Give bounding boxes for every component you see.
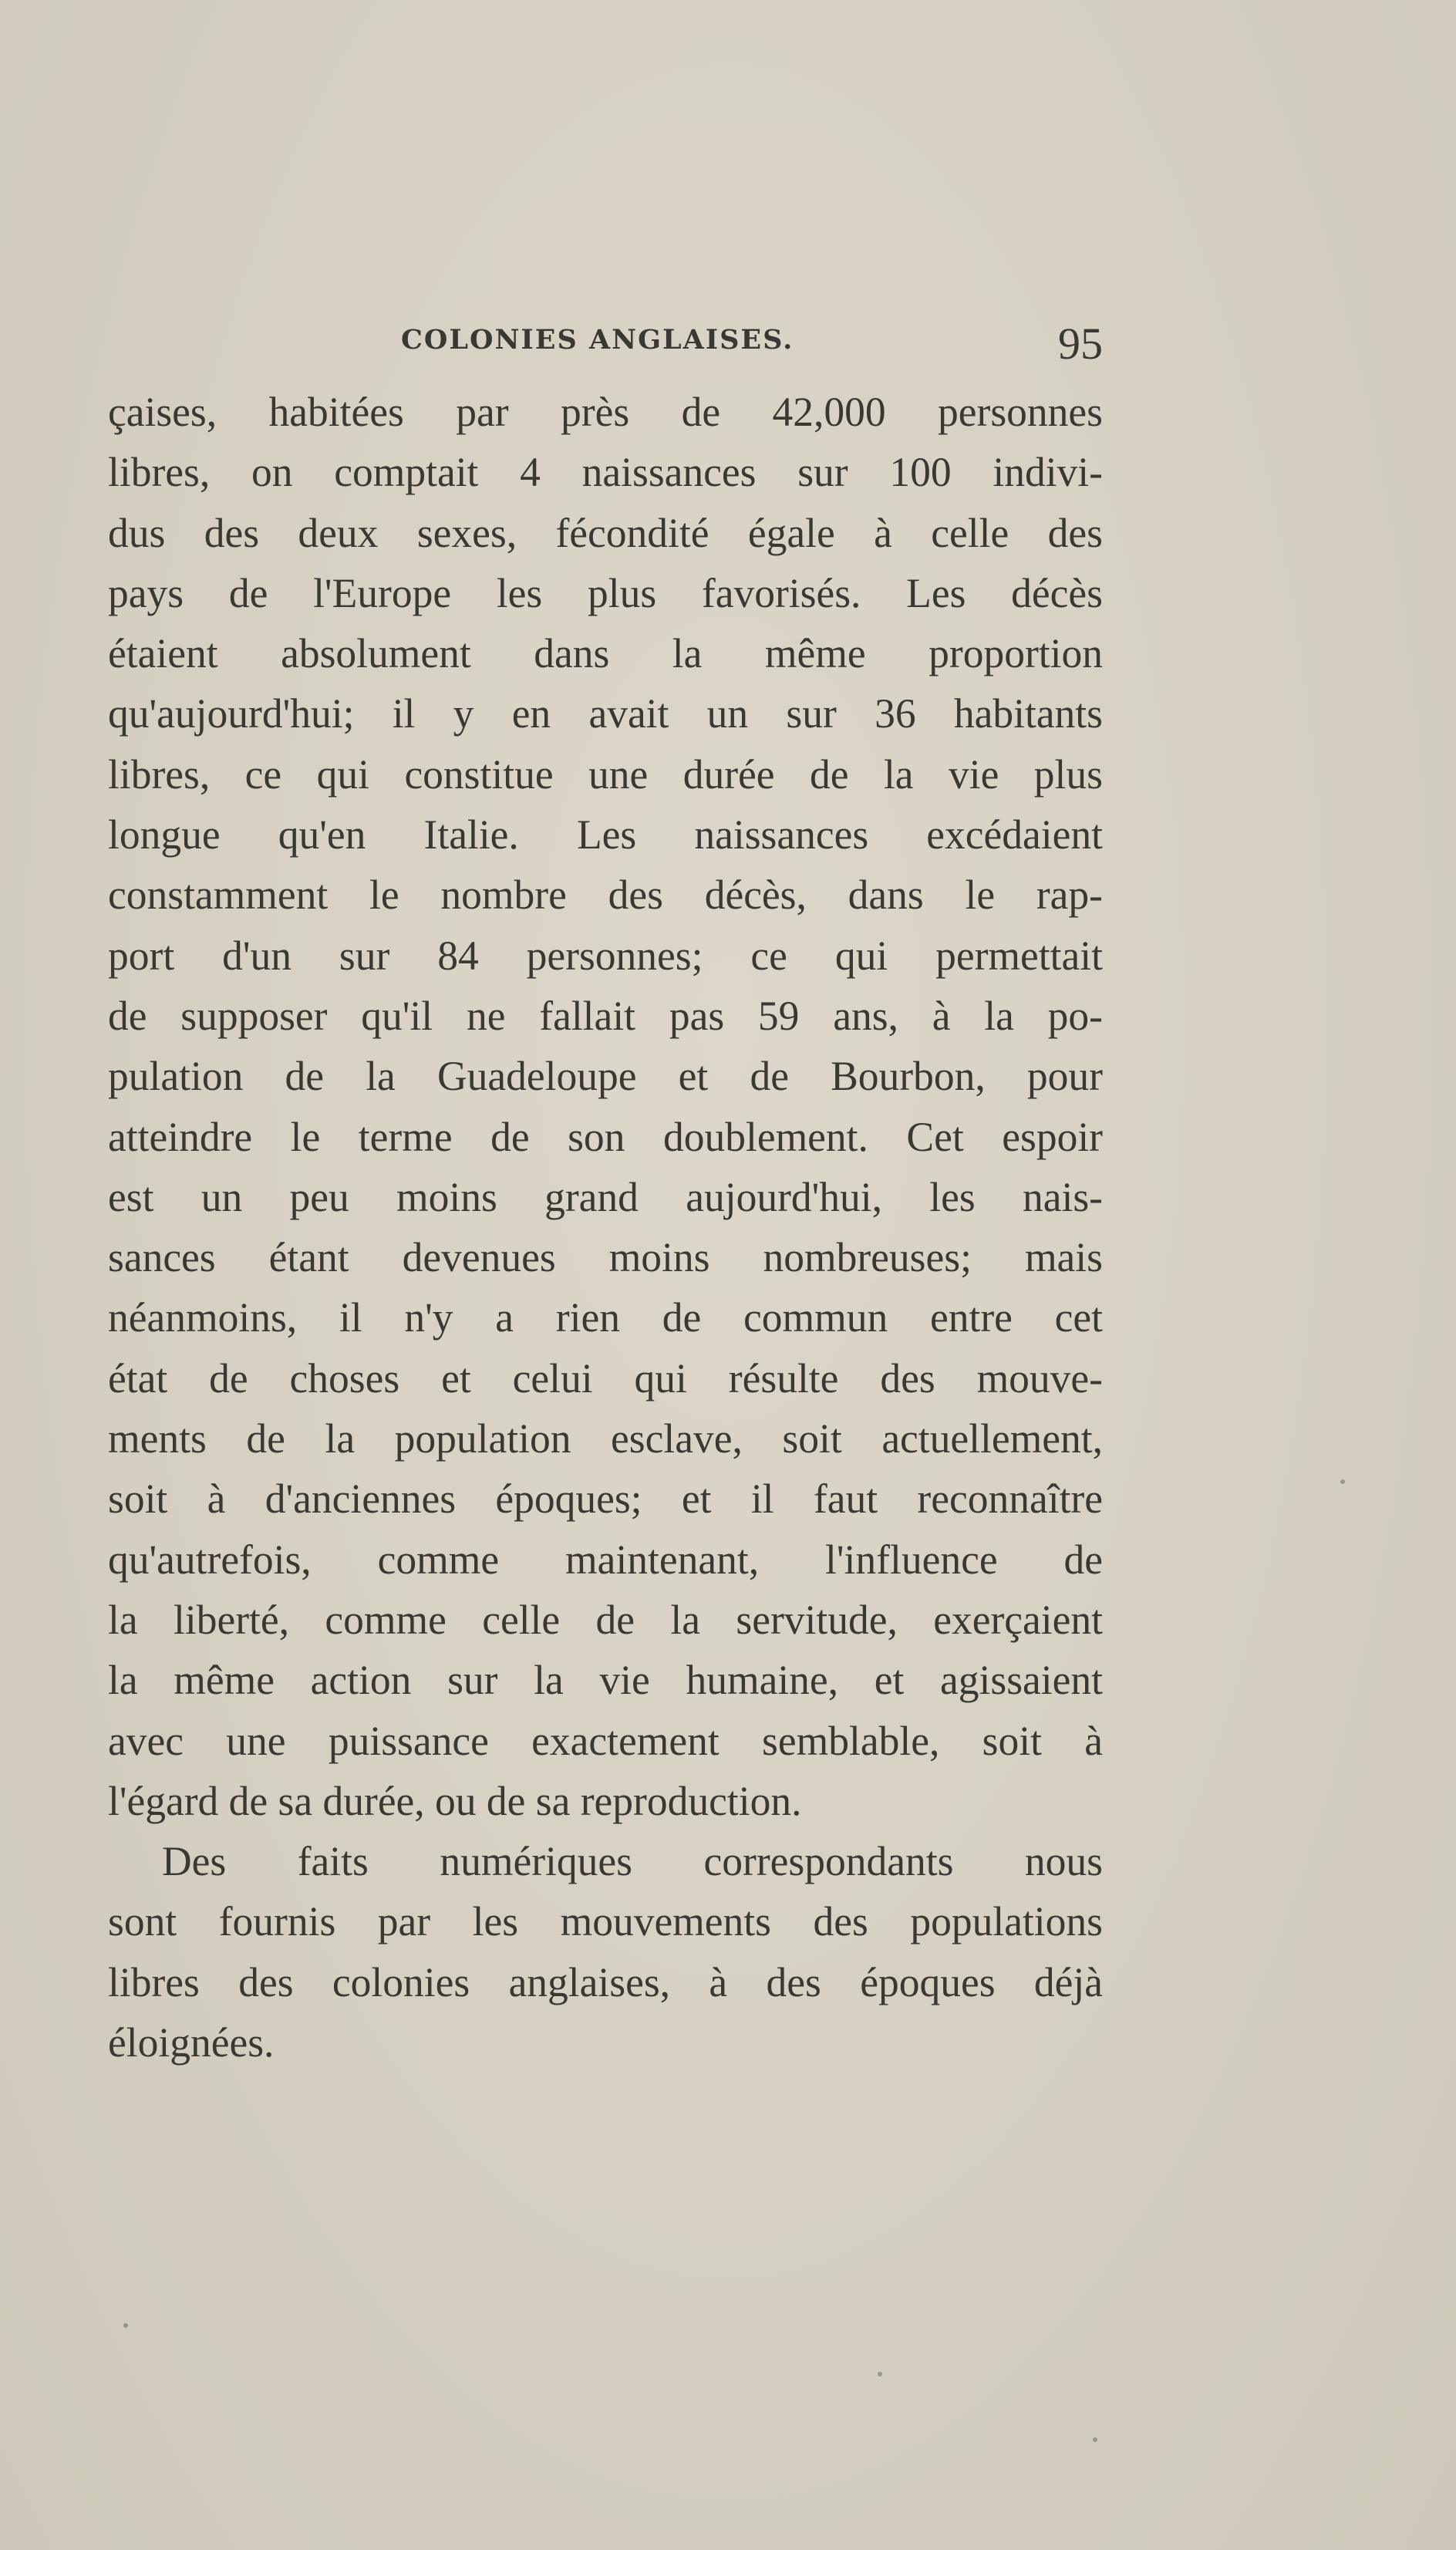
text-line: pulation de la Guadeloupe et de Bourbon, pour — [108, 1053, 1103, 1100]
paper-speck — [1093, 2437, 1097, 2442]
text-line: sont fournis par les mouvements des populations — [108, 1898, 1103, 1945]
paper-speck — [878, 2372, 882, 2376]
text-line: la liberté, comme celle de la servitude, exerçaient — [108, 1596, 1103, 1643]
page-number: 95 — [1058, 319, 1103, 369]
text-line: soit à d'anciennes époques; et il faut reconnaître — [108, 1476, 1103, 1523]
paper-speck — [1340, 1479, 1345, 1484]
text-line: éloignées. — [108, 2019, 275, 2066]
text-line: la même action sur la vie humaine, et agissaient — [108, 1657, 1103, 1704]
text-line: de supposer qu'il ne fallait pas 59 ans, à la po- — [108, 992, 1103, 1039]
text-line: dus des deux sexes, fécondité égale à celle des — [108, 509, 1103, 556]
text-line: sances étant devenues moins nombreuses; mais — [108, 1234, 1103, 1281]
text-line: l'égard de sa durée, ou de sa reproduction. — [108, 1777, 802, 1824]
running-head — [108, 319, 1103, 370]
text-line: longue qu'en Italie. Les naissances excédaient — [108, 811, 1103, 858]
text-line: port d'un sur 84 personnes; ce qui permettait — [108, 932, 1103, 979]
text-line: étaient absolument dans la même proportion — [108, 630, 1103, 677]
text-line: état de choses et celui qui résulte des mouve- — [108, 1354, 1103, 1401]
text-line: constamment le nombre des décès, dans le rap- — [108, 872, 1103, 919]
text-line: ments de la population esclave, soit actuellement, — [108, 1415, 1103, 1462]
text-line: qu'autrefois, comme maintenant, l'influence de — [108, 1536, 1103, 1583]
text-line: pays de l'Europe les plus favorisés. Les décès — [108, 569, 1103, 616]
text-line: qu'aujourd'hui; il y en avait un sur 36 habitants — [108, 690, 1103, 737]
text-line: atteindre le terme de son doublement. Cet espoir — [108, 1113, 1103, 1160]
running-title: COLONIES ANGLAISES. — [401, 324, 794, 356]
text-line: libres, on comptait 4 naissances sur 100 indivi- — [108, 449, 1103, 496]
paper-speck — [123, 2323, 128, 2328]
text-line: est un peu moins grand aujourd'hui, les nais- — [108, 1173, 1103, 1220]
text-line: néanmoins, il n'y a rien de commun entre cet — [108, 1294, 1103, 1341]
text-line: Des faits numériques correspondants nous — [162, 1838, 1103, 1885]
text-line: avec une puissance exactement semblable, soit à — [108, 1717, 1103, 1764]
text-line: çaises, habitées par près de 42,000 personnes — [108, 389, 1103, 435]
body-text — [108, 382, 1103, 2073]
text-line: libres, ce qui constitue une durée de la vie plus — [108, 750, 1103, 798]
text-line: libres des colonies anglaises, à des époques déjà — [108, 1958, 1103, 2005]
